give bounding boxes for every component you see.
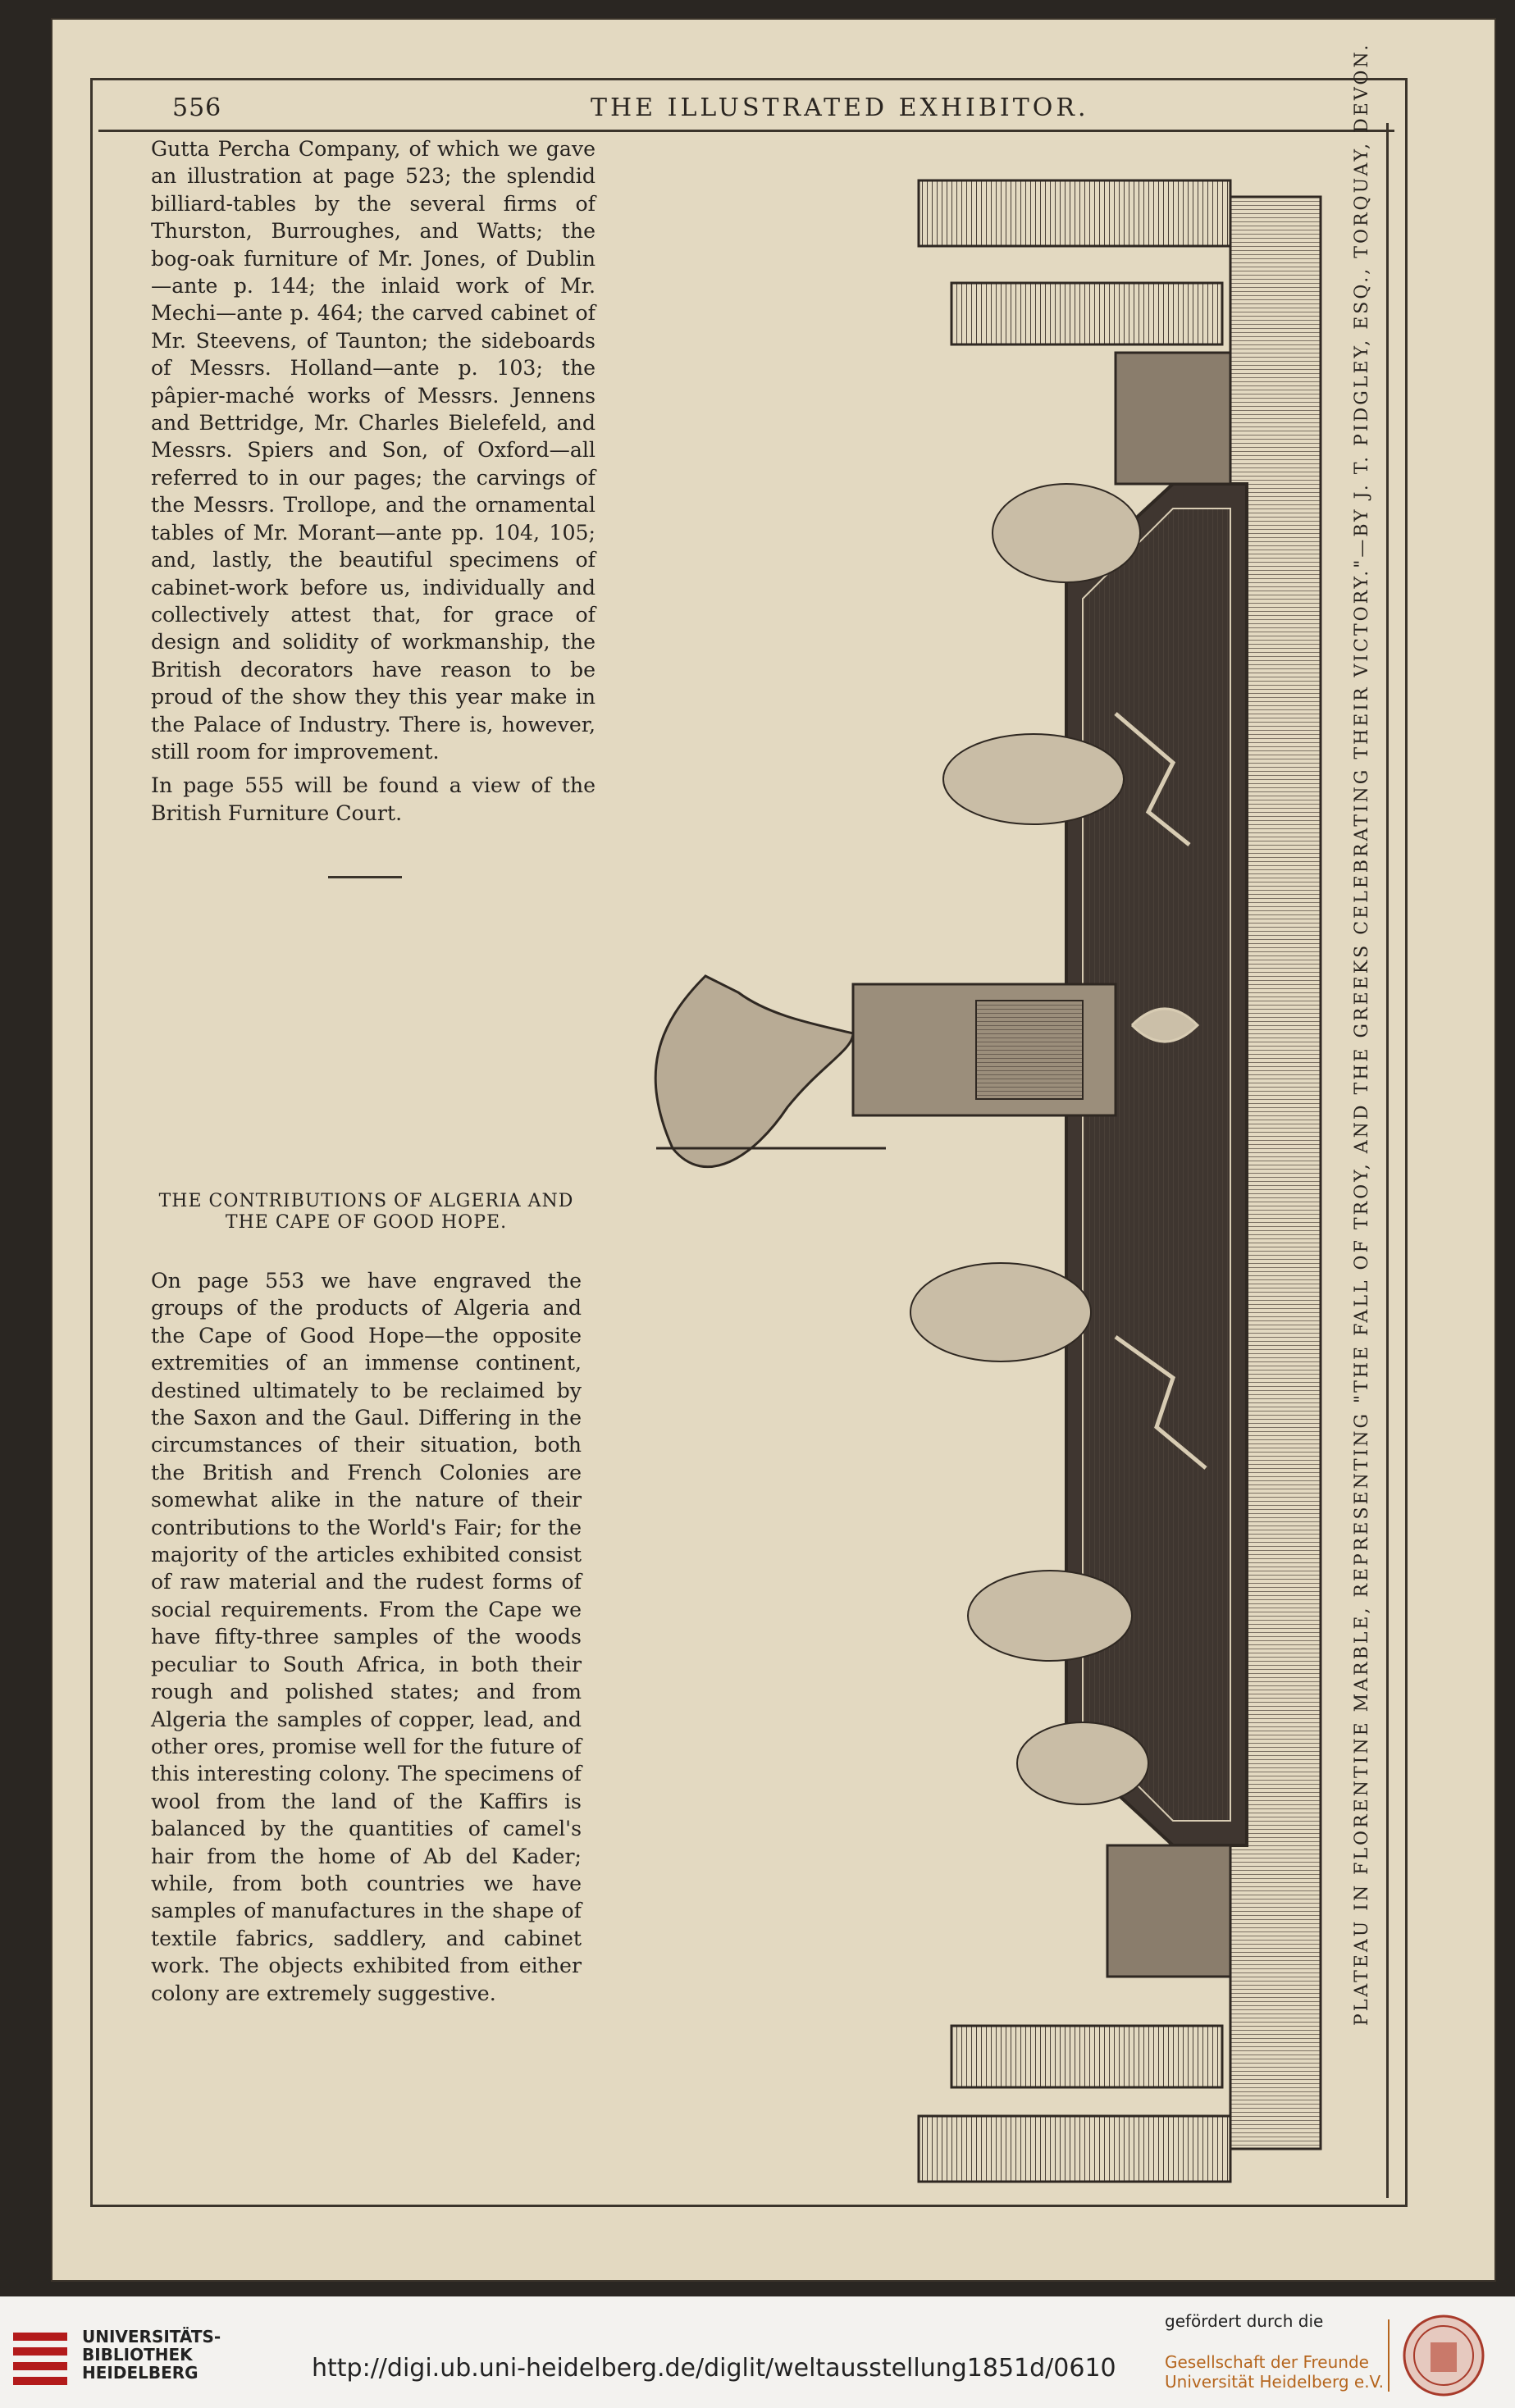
illustration-caption: PLATEAU IN FLORENTINE MARBLE, REPRESENTING "THE FALL OF TROY, AND THE GREEKS CELEBRATING THEIR VICTORY."—BY J. T. PIDGLEY, ESQ., TORQUAY, DEVON. [1352, 42, 1372, 2026]
paragraph-furniture: Gutta Percha Company, of which we gave an illustration at page 523; the splendid billiard-tables by the several firms of Thurston, Burroughes, and Watts; the bog-oak furniture of Mr. Jones, of Dublin —ante p. 144; the inlaid work of Mr. Mechi—ante p. 464; the carved cabinet of Mr. Steevens, of Taunton; the sideboards of Messrs. Holland—ante p. 103; the pâpier-maché works of Messrs. Jennens and Bettridge, Mr. Charles Bielefeld, and Messrs. Spiers and Son, of Oxford—all referred to in our pages; the carvings of the Messrs. Trollope, and the ornamental tables of Mr. Morant—ante pp. 104, 105; and, lastly, the beautiful specimens of cabinet-work before us, individually and collectively attest that, for grace of design and solidity of workmanship, the British decorators have reason to be proud of the show they this year make in the Palace of Industry. There is, however, still room for improvement. [151, 137, 596, 764]
column-1 [919, 180, 1230, 246]
plateau-engraving [607, 123, 1337, 2198]
figure-group-4 [968, 1571, 1132, 1661]
text-column-top [151, 135, 596, 833]
library-name-line1: UNIVERSITÄTS- [82, 2327, 221, 2346]
caption-rule [1386, 123, 1389, 2198]
sponsor-line2: Universität Heidelberg e.V. [1165, 2372, 1385, 2392]
sponsor-divider [1388, 2319, 1390, 2392]
column-2 [951, 283, 1222, 344]
section-heading-line1: THE CONTRIBUTIONS OF ALGERIA AND [158, 1191, 574, 1211]
running-title: THE ILLUSTRATED EXHIBITOR. [591, 93, 1089, 122]
permalink[interactable]: http://digi.ub.uni-heidelberg.de/diglit/weltausstellung1851d/0610 [312, 2354, 1116, 2383]
figure-group-2 [943, 734, 1124, 824]
paragraph-furniture-court: In page 555 will be found a view of the British Furniture Court. [151, 773, 596, 825]
section-heading-line2: THE CAPE OF GOOD HOPE. [225, 1212, 508, 1233]
library-name [82, 2328, 221, 2382]
figure-group-5 [1017, 1722, 1148, 1804]
section-heading [151, 1191, 582, 1234]
text-column-bottom [151, 1267, 582, 2014]
column-4 [919, 2116, 1230, 2182]
column-3 [951, 2026, 1222, 2087]
pedestal-top [1116, 353, 1230, 484]
library-name-line3: HEIDELBERG [82, 2363, 199, 2383]
pedestal-bottom [1107, 1845, 1230, 1977]
paragraph-algeria-cape: On page 553 we have engraved the groups of the products of Algeria and the Cape of Good Hope—the opposite extremities of an immense continent, destined ultimately to be reclaimed by the Saxon and the Gaul. Differing in the circumstances of their situation, both the British and French Colonies are somewhat alike in the nature of their contributions to the World's Fair; for the majority of the articles exhibited consist of raw material and the rudest forms of social requirements. From the Cape we have fifty-three samples of the woods peculiar to South Africa, in both their rough and polished states; and from Algeria the samples of copper, lead, and other ores, promise well for the future of this interesting colony. The specimens of wool from the land of the Kaffirs is balanced by the quantities of camel's hair from the home of Ab del Kader; while, from both countries we have samples of manufactures in the shape of textile fabrics, saddlery, and cabinet work. The objects exhibited from either colony are extremely suggestive. [151, 1269, 582, 2005]
figure-group-3 [910, 1263, 1091, 1361]
library-logo-icon [8, 2326, 74, 2392]
sponsor-line1: Gesellschaft der Freunde [1165, 2352, 1369, 2372]
page-number: 556 [172, 93, 222, 122]
central-statue [655, 976, 853, 1167]
digitization-footer [0, 2296, 1515, 2408]
library-name-line2: BIBLIOTHEK [82, 2345, 193, 2365]
sponsor-name [1165, 2352, 1384, 2392]
university-seal-icon [1401, 2313, 1486, 2398]
section-separator [328, 876, 402, 878]
figure-group-1 [993, 484, 1140, 582]
sponsor-intro: gefördert durch die [1165, 2311, 1324, 2331]
